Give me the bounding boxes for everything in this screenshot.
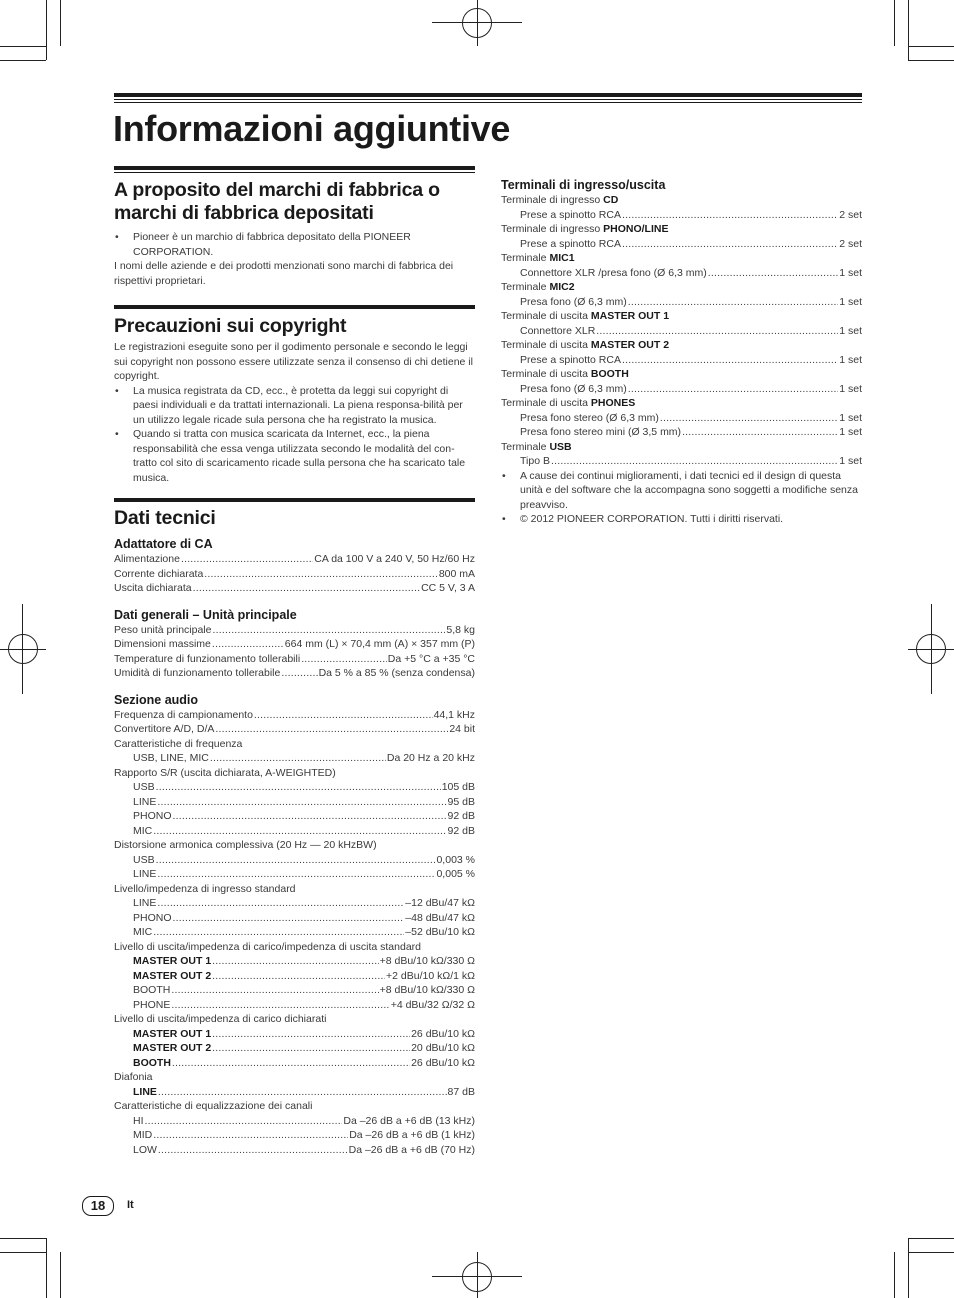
spec-value: –52 dBu/10 kΩ (405, 926, 475, 938)
terminal-name (501, 280, 862, 295)
spec-value: Da +5 °C a +35 °C (387, 652, 475, 665)
leader-dots (204, 567, 438, 582)
spec-label: PHONE (133, 998, 171, 1011)
spec-row (114, 581, 475, 596)
left-column (114, 166, 475, 1157)
page-number: 18 (82, 1196, 114, 1216)
spec-label: USB, LINE, MIC (133, 752, 209, 764)
terminal-name (501, 440, 862, 455)
spec-label: Peso unità principale (114, 623, 212, 636)
leader-dots (156, 780, 441, 795)
spec-value: 1 set (839, 295, 862, 308)
leader-dots (682, 425, 838, 440)
spec-subheading: Livello di uscita/impedenza di carico/impedenza di uscita standard (114, 940, 422, 953)
spec-value: –12 dBu/47 kΩ (405, 897, 475, 909)
spec-label: HI (133, 1114, 144, 1127)
general-specs-heading: Dati generali – Unità principale (114, 607, 297, 622)
section-rule (114, 498, 475, 502)
spec-label: BOOTH (133, 1056, 171, 1069)
spec-label: MID (133, 1129, 153, 1141)
trademarks-text: I nomi delle aziende e dei prodotti menzionati sono marchi di fabbrica dei rispettivi proprietari. (114, 260, 454, 287)
audio-specs (114, 708, 475, 1158)
leader-dots (212, 969, 385, 984)
spec-label: LINE (133, 897, 157, 909)
general-specs (114, 623, 475, 681)
spec-label: MASTER OUT 2 (133, 1042, 212, 1054)
section-rule (114, 166, 475, 170)
spec-value: –48 dBu/47 kΩ (405, 911, 475, 924)
spec-row (501, 295, 862, 310)
spec-subheading: Caratteristiche di frequenza (114, 737, 243, 750)
spec-row (114, 1056, 475, 1071)
ac-adapter-heading: Adattatore di CA (114, 537, 213, 551)
spec-row (501, 425, 862, 440)
spec-value: +8 dBu/10 kΩ/330 Ω (379, 955, 475, 967)
terminals-heading: Terminali di ingresso/uscita (501, 178, 666, 192)
leader-dots (622, 237, 838, 252)
spec-label: Presa fono (Ø 6,3 mm) (520, 295, 627, 308)
audio-specs-heading: Sezione audio (114, 692, 199, 707)
spec-row (114, 623, 475, 638)
terminal-id: MASTER OUT 2 (590, 339, 670, 351)
spec-row (114, 722, 475, 737)
leader-dots (173, 809, 447, 824)
spec-row (114, 1085, 475, 1100)
spec-subheading: Distorsione armonica complessiva (20 Hz — 20 kHzBW) (114, 839, 377, 851)
terminal-id: MIC1 (549, 252, 575, 264)
spec-row (114, 969, 475, 984)
spec-label: BOOTH (133, 984, 171, 996)
spec-label: Prese a spinotto RCA (520, 353, 621, 366)
spec-value: 5,8 kg (446, 623, 475, 636)
spec-label: Temperature di funzionamento tollerabili (114, 652, 301, 665)
spec-row (501, 353, 862, 368)
spec-label: Frequenza di campionamento (114, 708, 253, 721)
spec-row (114, 983, 475, 998)
spec-value: Da –26 dB a +6 dB (70 Hz) (348, 1143, 475, 1156)
spec-value: 800 mA (438, 567, 475, 580)
spec-label: PHONO (133, 911, 172, 924)
spec-row (114, 1041, 475, 1056)
spec-label: LINE (133, 795, 157, 808)
spec-row (114, 1143, 475, 1158)
spec-value: Da –26 dB a +6 dB (1 kHz) (349, 1129, 475, 1141)
leader-dots (301, 652, 387, 667)
spec-label: LOW (133, 1143, 157, 1156)
spec-label: Tipo B (520, 455, 550, 467)
spec-value: 105 dB (441, 781, 475, 793)
terminal-prefix: Terminale di uscita (501, 397, 588, 409)
leader-dots (153, 824, 446, 839)
spec-subheading: Rapporto S/R (uscita dichiarata, A-WEIGHTED) (114, 766, 336, 779)
leader-dots (171, 998, 389, 1013)
spec-value: 92 dB (447, 810, 475, 822)
spec-value: 1 set (839, 455, 862, 467)
spec-row (114, 552, 475, 567)
leader-dots (660, 411, 838, 426)
terminal-id: PHONES (590, 397, 636, 409)
spec-row (501, 266, 862, 281)
terminal-prefix: Terminale di ingresso (501, 223, 601, 235)
trademarks-heading: A proposito del marchi di fabbrica o marchi di fabbrica depositati (114, 179, 440, 224)
spec-value: 0,005 % (436, 868, 475, 880)
spec-value: 1 set (839, 324, 862, 337)
spec-value: Da 20 Hz a 20 kHz (386, 752, 475, 764)
spec-label: Presa fono stereo mini (Ø 3,5 mm) (520, 426, 682, 438)
leader-dots (157, 867, 435, 882)
spec-row (114, 795, 475, 810)
terminal-prefix: Terminale (501, 252, 547, 264)
leader-dots (210, 751, 386, 766)
spec-label: Umidità di funzionamento tollerabile (114, 667, 281, 679)
spec-label: Corrente dichiarata (114, 567, 204, 580)
terminals-note: • © 2012 PIONEER CORPORATION. Tutti i diritti riservati. (501, 512, 862, 527)
spec-value: 24 bit (449, 723, 475, 735)
leader-dots (596, 324, 838, 339)
leader-dots (158, 1143, 348, 1158)
leader-dots (153, 1128, 348, 1143)
terminal-id: PHONO/LINE (603, 223, 669, 235)
terminal-id: MASTER OUT 1 (590, 310, 670, 322)
leader-dots (181, 552, 313, 567)
terminal-prefix: Terminale di uscita (501, 368, 588, 380)
spec-row (114, 637, 475, 652)
spec-row (501, 454, 862, 469)
spec-row (114, 666, 475, 681)
spec-value: 44,1 kHz (433, 708, 475, 721)
language-code: It (127, 1199, 134, 1211)
leader-dots (157, 795, 446, 810)
section-rule (114, 305, 475, 309)
page-title: Informazioni aggiuntive (113, 108, 511, 149)
leader-dots (212, 1027, 410, 1042)
spec-label: MIC (133, 926, 153, 938)
spec-subheading: Livello di uscita/impedenza di carico dichiarati (114, 1013, 327, 1025)
spec-value: Da 5 % a 85 % (senza condensa) (318, 667, 475, 679)
spec-row (114, 567, 475, 582)
spec-row (114, 1128, 475, 1143)
spec-row (114, 867, 475, 882)
terminal-name (501, 396, 862, 411)
terminal-prefix: Terminale di uscita (501, 339, 588, 351)
leader-dots (145, 1114, 343, 1129)
terminals-note: • A cause dei continui miglioramenti, i dati tecnici ed il design di questa unità e del software che la accompagna sono soggetti a modifiche senza preavviso. (501, 469, 862, 513)
spec-label: Prese a spinotto RCA (520, 208, 621, 221)
spec-value: CC 5 V, 3 A (421, 582, 475, 594)
spec-value: 26 dBu/10 kΩ (411, 1027, 475, 1040)
spec-label: MIC (133, 824, 153, 837)
copyright-text: Le registrazioni eseguite sono per il godimento personale e secondo le leggi sui copyright non possono essere utilizzate senza il consenso di chi detiene il copyright. (114, 341, 473, 382)
spec-label: Prese a spinotto RCA (520, 237, 621, 250)
title-rule (114, 93, 862, 97)
spec-row (501, 237, 862, 252)
leader-dots (622, 208, 838, 223)
copyright-bullet: • Quando si tratta con musica scaricata da Internet, ecc., la piena responsabilità che essa venga utilizzata secondo le modalità del con-tratto col sito di scaricamento ricade sulla persona che ha scaricato tale musica. (114, 427, 475, 485)
leader-dots (212, 637, 284, 652)
spec-value: 95 dB (447, 795, 475, 808)
spec-row (114, 652, 475, 667)
title-rule (114, 102, 862, 103)
terminal-id: MIC2 (549, 281, 575, 293)
leader-dots (153, 925, 404, 940)
terminal-name (501, 251, 862, 266)
copyright-heading: Precauzioni sui copyright (114, 315, 347, 337)
spec-row (501, 208, 862, 223)
spec-label: LINE (133, 1085, 157, 1098)
spec-value: 92 dB (447, 824, 475, 837)
spec-value: 1 set (839, 266, 862, 279)
ac-adapter-specs (114, 552, 475, 596)
spec-value: 0,003 % (436, 853, 475, 866)
spec-label: Presa fono (Ø 6,3 mm) (520, 382, 627, 395)
spec-value: 87 dB (447, 1085, 475, 1098)
spec-label: Connettore XLR (520, 324, 596, 337)
spec-label: Connettore XLR /presa fono (Ø 6,3 mm) (520, 266, 707, 279)
spec-row (114, 954, 475, 969)
spec-row (114, 1027, 475, 1042)
trademarks-bullet: • Pioneer è un marchio di fabbrica depositato della PIONEER CORPORATION. (114, 230, 475, 259)
terminal-prefix: Terminale (501, 440, 547, 453)
leader-dots (212, 623, 445, 638)
spec-row (114, 708, 475, 723)
terminal-id: BOOTH (590, 368, 629, 380)
leader-dots (158, 1085, 447, 1100)
leader-dots (173, 911, 405, 926)
spec-value: 664 mm (L) × 70,4 mm (A) × 357 mm (P) (284, 638, 475, 650)
section-rule (114, 172, 475, 173)
leader-dots (172, 1056, 410, 1071)
leader-dots (157, 896, 404, 911)
leader-dots (628, 295, 838, 310)
leader-dots (212, 1041, 410, 1056)
terminal-id: USB (549, 440, 572, 453)
spec-row (114, 896, 475, 911)
spec-label: Dimensioni massime (114, 638, 211, 650)
spec-label: PHONO (133, 810, 172, 822)
leader-dots (156, 853, 436, 868)
spec-value: 20 dBu/10 kΩ (411, 1042, 475, 1054)
spec-row (114, 998, 475, 1013)
leader-dots (628, 382, 838, 397)
spec-value: 2 set (839, 208, 862, 221)
spec-row (114, 824, 475, 839)
leader-dots (708, 266, 838, 281)
terminals-specs (501, 193, 862, 469)
spec-row (114, 911, 475, 926)
spec-value: 1 set (839, 353, 862, 366)
spec-value: 1 set (839, 411, 862, 424)
spec-label: Alimentazione (114, 553, 180, 565)
spec-label: MASTER OUT 1 (133, 955, 212, 967)
terminal-name (501, 367, 862, 382)
copyright-bullet: • La musica registrata da CD, ecc., è protetta da leggi sui copyright di paesi individuali e da trattati internazionali. La piena responsa-bilità per un utilizzo legale ricade sula persona che ha registrato la musica. (114, 384, 475, 428)
leader-dots (622, 353, 838, 368)
spec-value: 26 dBu/10 kΩ (411, 1056, 475, 1069)
spec-label: USB (133, 781, 155, 793)
spec-value: 2 set (839, 237, 862, 250)
leader-dots (215, 722, 448, 737)
leader-dots (171, 983, 378, 998)
spec-row (114, 925, 475, 940)
spec-row (114, 1114, 475, 1129)
spec-value: +8 dBu/10 kΩ/330 Ω (379, 984, 475, 996)
terminal-prefix: Terminale di ingresso (501, 194, 601, 206)
spec-row (114, 809, 475, 824)
terminal-name (501, 193, 862, 208)
right-column (501, 177, 862, 527)
leader-dots (254, 708, 433, 723)
terminal-prefix: Terminale di uscita (501, 310, 588, 322)
specs-heading: Dati tecnici (114, 507, 216, 529)
leader-dots (551, 454, 838, 469)
spec-label: MASTER OUT 2 (133, 969, 212, 982)
spec-subheading: Caratteristiche di equalizzazione dei canali (114, 1100, 313, 1112)
spec-row (114, 780, 475, 795)
terminal-name (501, 222, 862, 237)
spec-value: 1 set (839, 426, 862, 438)
spec-value: CA da 100 V a 240 V, 50 Hz/60 Hz (314, 553, 475, 565)
terminal-name (501, 309, 862, 324)
spec-value: Da –26 dB a +6 dB (13 kHz) (343, 1114, 475, 1127)
spec-value: +4 dBu/32 Ω/32 Ω (390, 998, 475, 1011)
spec-label: Uscita dichiarata (114, 582, 192, 594)
spec-label: Presa fono stereo (Ø 6,3 mm) (520, 411, 659, 424)
leader-dots (281, 666, 317, 681)
terminal-id: CD (603, 194, 619, 206)
spec-value: +2 dBu/10 kΩ/1 kΩ (386, 969, 475, 982)
terminal-prefix: Terminale (501, 281, 547, 293)
spec-row (501, 382, 862, 397)
spec-subheading: Livello/impedenza di ingresso standard (114, 882, 296, 895)
spec-label: MASTER OUT 1 (133, 1027, 212, 1040)
spec-subheading: Diafonia (114, 1071, 153, 1083)
spec-label: USB (133, 853, 155, 866)
spec-value: 1 set (839, 382, 862, 395)
terminal-name (501, 338, 862, 353)
title-rule (114, 99, 862, 100)
spec-row (114, 751, 475, 766)
spec-row (501, 411, 862, 426)
spec-row (501, 324, 862, 339)
spec-row (114, 853, 475, 868)
leader-dots (212, 954, 378, 969)
leader-dots (193, 581, 420, 596)
spec-label: Convertitore A/D, D/A (114, 723, 215, 735)
spec-label: LINE (133, 868, 157, 880)
